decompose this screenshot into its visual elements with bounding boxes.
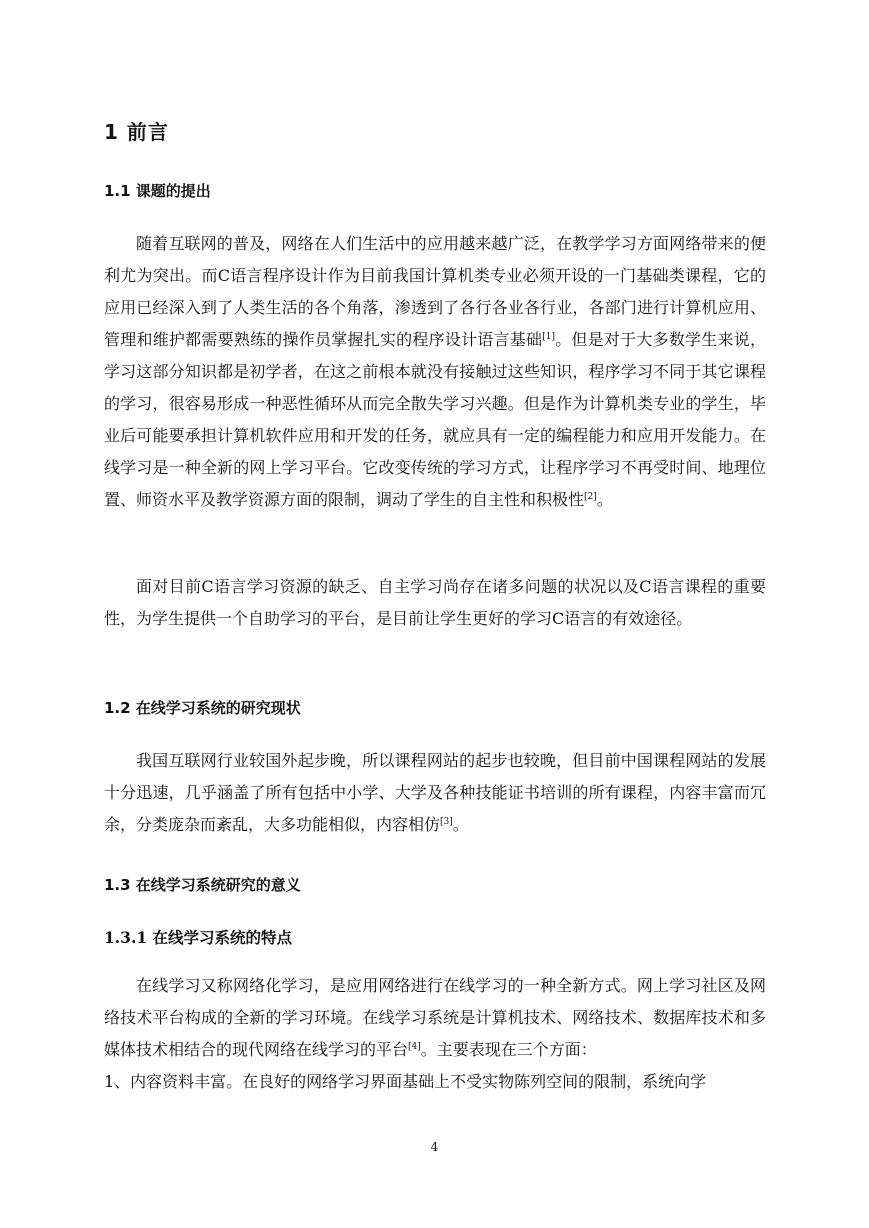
citation-ref: [2] [584, 492, 597, 502]
citation-ref: [1] [542, 332, 555, 342]
citation-ref: [4] [408, 1042, 421, 1052]
section-heading-1-3: 1.3 在线学习系统研究的意义 [104, 876, 301, 894]
chapter-heading: 1 前言 [104, 120, 169, 144]
paragraph-1-3-1 [104, 970, 766, 1066]
page-number: 4 [430, 1140, 439, 1154]
section-heading-1-1: 1.1 课题的提出 [104, 182, 211, 200]
paragraph-text: 我国互联网行业较国外起步晚，所以课程网站的起步也较晚，但目前中国课程网站的发展十分迅速，几乎涵盖了所有包括中小学、大学及各种技能证书培训的所有课程，内容丰富而冗余，分类庞杂而紊乱，大多功能相似，内容相仿 [104, 751, 766, 834]
paragraph-list-item-1: 1、内容资料丰富。在良好的网络学习界面基础上不受实物陈列空间的限制，系统向学 [104, 1072, 707, 1091]
paragraph-1-1-b: 面对目前C语言学习资源的缺乏、自主学习尚存在诸多问题的状况以及C语言课程的重要性，为学生提供一个自助学习的平台，是目前让学生更好的学习C语言的有效途径。 [104, 577, 766, 628]
section-heading-1-2: 1.2 在线学习系统的研究现状 [104, 699, 301, 717]
subsection-heading-1-3-1: 1.3.1 在线学习系统的特点 [104, 928, 293, 947]
paragraph-text: 。 [452, 815, 469, 834]
paragraph-text: 。 [596, 490, 613, 509]
paragraph-1-2 [104, 745, 766, 841]
paragraph-text: 。但是对于大多数学生来说，学习这部分知识都是初学者，在这之前根本就没有接触过这些知识，程序学习不同于其它课程的学习，很容易形成一种恶性循环从而完全散失学习兴趣。但是作为计算机类专业的学生，毕业后可能要承担计算机软件应用和开发的任务，就应具有一定的编程能力和应用开发能力。在线学习是一种全新的网上学习平台。它改变传统的学习方式，让程序学习不再受时间、地理位置、师资水平及教学资源方面的限制，调动了学生的自主性和积极性 [104, 330, 766, 509]
citation-ref: [3] [440, 817, 453, 827]
paragraph-text: 随着互联网的普及，网络在人们生活中的应用越来越广泛，在教学学习方面网络带来的便利尤为突出。而C语言程序设计作为目前我国计算机类专业必须开设的一门基础类课程，它的应用已经深入到了人类生活的各个角落，渗透到了各行各业各行业，各部门进行计算机应用、管理和维护都需要熟练的操作员掌握扎实的程序设计语言基础 [104, 234, 766, 349]
paragraph-text: 在线学习又称网络化学习，是应用网络进行在线学习的一种全新方式。网上学习社区及网络技术平台构成的全新的学习环境。在线学习系统是计算机技术、网络技术、数据库技术和多媒体技术相结合的现代网络在线学习的平台 [104, 976, 766, 1059]
paragraph-text: 。主要表现在三个方面： [420, 1040, 597, 1059]
paragraph-1-1-a [104, 228, 766, 516]
